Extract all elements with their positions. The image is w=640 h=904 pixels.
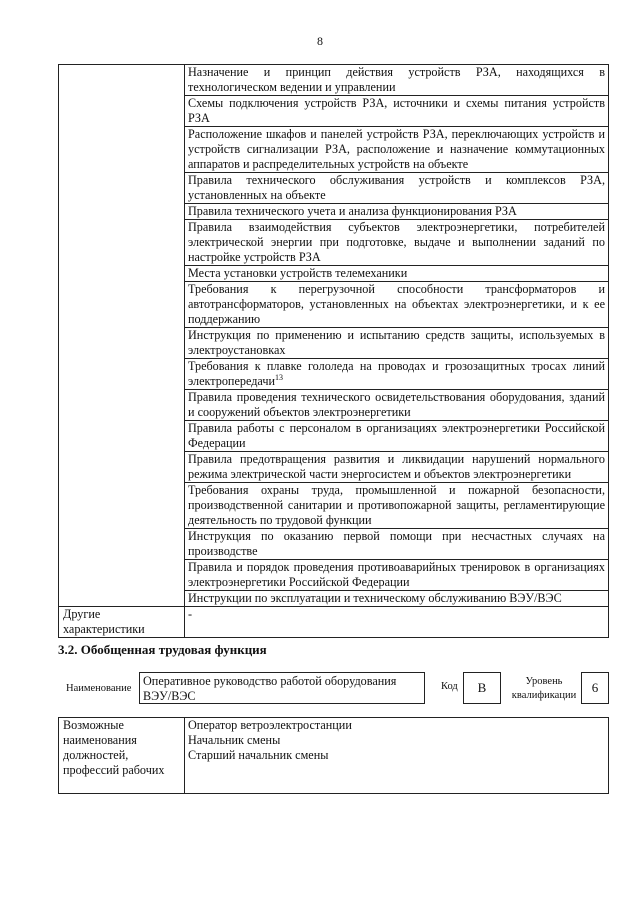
knowledge-item: Правила проведения технического освидетельствования оборудования, зданий и сооружений объектов электроэнергетики <box>185 390 609 421</box>
knowledge-item <box>185 359 609 390</box>
function-header-row <box>58 672 609 708</box>
other-characteristics-value: - <box>185 607 609 638</box>
knowledge-item: Правила технического учета и анализа функционирования РЗА <box>185 204 609 220</box>
table-row <box>59 718 609 794</box>
footnote-ref: 13 <box>274 372 283 382</box>
qualification-level-label: Уровень квалификации <box>511 676 577 701</box>
page-number: 8 <box>317 34 323 48</box>
knowledge-item: Правила технического обслуживания устройств и комплексов РЗА, установленных на объекте <box>185 173 609 204</box>
knowledge-item: Правила предотвращения развития и ликвидации нарушений нормального режима электрической части энергосистем и объектов электроэнергетики <box>185 452 609 483</box>
knowledge-item: Места установки устройств телемеханики <box>185 266 609 282</box>
position-item: Начальник смены <box>188 733 281 747</box>
required-knowledge-table <box>58 64 609 638</box>
position-item: Оператор ветроэлектростанции <box>188 718 352 732</box>
positions-list <box>185 718 609 794</box>
knowledge-item: Правила взаимодействия субъектов электроэнергетики, потребителей электрической энергии при подготовке, выдаче и выполнении заданий по настройке устройств РЗА <box>185 220 609 266</box>
other-characteristics-label: Другие характеристики <box>59 607 185 638</box>
knowledge-item: Инструкция по применению и испытанию средств защиты, используемых в электроустановках <box>185 328 609 359</box>
table-row <box>59 607 609 638</box>
knowledge-item: Схемы подключения устройств РЗА, источники и схемы питания устройств РЗА <box>185 96 609 127</box>
knowledge-item: Назначение и принцип действия устройств РЗА, находящихся в технологическом ведении и управлении <box>185 65 609 96</box>
name-value: Оперативное руководство работой оборудования ВЭУ/ВЭС <box>139 672 425 704</box>
knowledge-item: Инструкция по оказанию первой помощи при несчастных случаях на производстве <box>185 529 609 560</box>
knowledge-item: Расположение шкафов и панелей устройств РЗА, переключающих устройств и устройств сигнализации РЗА, расположение и назначение коммутационных аппаратов и распределительных устройств на объекте <box>185 127 609 173</box>
name-label: Наименование <box>66 683 132 694</box>
knowledge-item: Правила работы с персоналом в организациях электроэнергетики Российской Федерации <box>185 421 609 452</box>
code-value: B <box>463 672 501 704</box>
section-heading: 3.2. Обобщенная трудовая функция <box>58 642 267 657</box>
code-label: Код <box>441 681 458 692</box>
knowledge-label-cell <box>59 65 185 607</box>
table-row <box>59 65 609 96</box>
knowledge-item: Инструкции по эксплуатации и техническому обслуживанию ВЭУ/ВЭС <box>185 591 609 607</box>
positions-table <box>58 717 609 794</box>
qualification-level-value: 6 <box>581 672 609 704</box>
knowledge-item: Требования охраны труда, промышленной и пожарной безопасности, производственной санитарии и противопожарной защиты, регламентирующие деятельность по трудовой функции <box>185 483 609 529</box>
knowledge-item: Правила и порядок проведения противоаварийных тренировок в организациях электроэнергетики Российской Федерации <box>185 560 609 591</box>
positions-label: Возможные наименования должностей, профессий рабочих <box>59 718 185 794</box>
knowledge-item: Требования к перегрузочной способности трансформаторов и автотрансформаторов, установленных на объектах электроэнергетики, и к ее поддержанию <box>185 282 609 328</box>
position-item: Старший начальник смены <box>188 748 329 762</box>
knowledge-item-text: Требования к плавке гололеда на проводах и грозозащитных тросах линий электропередачи <box>188 359 605 388</box>
